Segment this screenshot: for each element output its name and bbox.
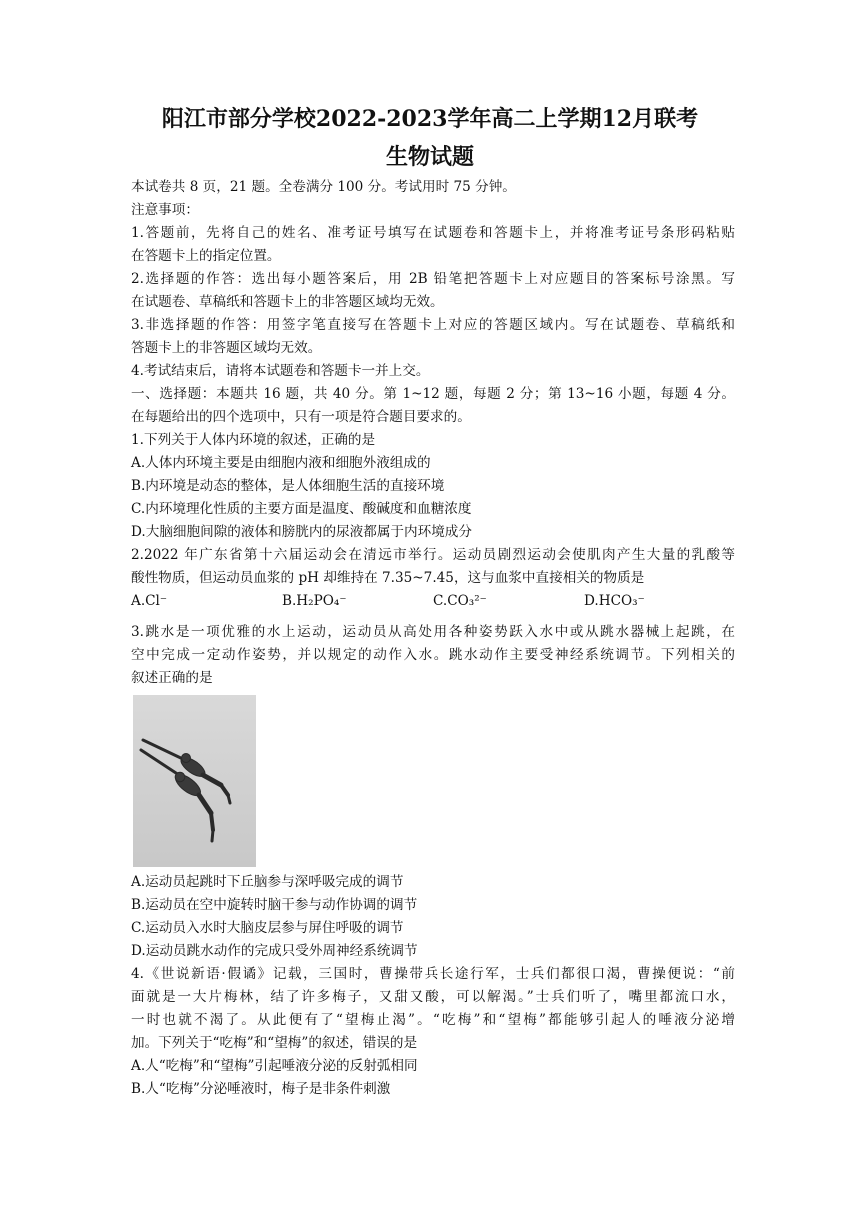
diver-photo <box>133 695 256 867</box>
exam-subtitle: 生物试题 <box>385 144 474 170</box>
question-1-option-c: C.内环境理化性质的主要方面是温度、酸碱度和血糖浓度 <box>131 501 472 517</box>
note-2-cont: 在试题卷、草稿纸和答题卡上的非答题区域均无效。 <box>131 294 444 310</box>
section-heading: 一、选择题：本题共 16 题，共 40 分。第 1~12 题，每题 2 分；第 13~16 小题，每题 4 分。 <box>131 386 735 402</box>
note-3: 3.非选择题的作答：用签字笔直接写在答题卡上对应的答题区域内。写在试题卷、草稿纸和 <box>131 317 735 333</box>
question-1-stem: 1.下列关于人体内环境的叙述，正确的是 <box>131 432 376 448</box>
section-heading-cont: 在每题给出的四个选项中，只有一项是符合题目要求的。 <box>131 409 471 425</box>
question-2-option-a: A.Cl⁻ <box>131 593 168 609</box>
question-1-option-d: D.大脑细胞间隙的液体和膀胱内的尿液都属于内环境成分 <box>131 524 472 540</box>
question-2-stem: 2.2022 年广东省第十六届运动会在清远市举行。运动员剧烈运动会使肌肉产生大量的乳酸等 <box>131 547 735 563</box>
question-3-option-a: A.运动员起跳时下丘脑参与深呼吸完成的调节 <box>131 874 404 890</box>
question-4-option-a: A.人“吃梅”和“望梅”引起唾液分泌的反射弧相同 <box>131 1058 418 1074</box>
exam-info: 本试卷共 8 页，21 题。全卷满分 100 分。考试用时 75 分钟。 <box>131 179 516 195</box>
note-3-cont: 答题卡上的非答题区域均无效。 <box>131 340 322 356</box>
question-4-stem: 4.《世说新语·假谲》记载，三国时，曹操带兵长途行军，士兵们都很口渴，曹操便说：“前 <box>131 966 735 982</box>
question-1-option-b: B.内环境是动态的整体，是人体细胞生活的直接环境 <box>131 478 445 494</box>
question-4-option-b: B.人“吃梅”分泌唾液时，梅子是非条件刺激 <box>131 1081 391 1097</box>
note-1-cont: 在答题卡上的指定位置。 <box>131 248 281 264</box>
question-1-option-a: A.人体内环境主要是由细胞内液和细胞外液组成的 <box>131 455 431 471</box>
note-2: 2.选择题的作答：选出每小题答案后，用 2B 铅笔把答题卡上对应题目的答案标号涂黑。写 <box>131 271 735 287</box>
question-4-stem-end: 加。下列关于“吃梅”和“望梅”的叙述，错误的是 <box>131 1035 418 1051</box>
note-4: 4.考试结束后，请将本试题卷和答题卡一并上交。 <box>131 363 430 379</box>
question-4-stem-cont: 面就是一大片梅林，结了许多梅子，又甜又酸，可以解渴。”士兵们听了，嘴里都流口水， <box>131 989 735 1005</box>
question-3-option-c: C.运动员入水时大脑皮层参与屏住呼吸的调节 <box>131 920 404 936</box>
question-3-option-d: D.运动员跳水动作的完成只受外周神经系统调节 <box>131 943 418 959</box>
question-2-option-c: C.CO₃²⁻ <box>433 593 487 609</box>
question-2-option-d: D.HCO₃⁻ <box>584 593 645 609</box>
question-3-stem-cont: 空中完成一定动作姿势，并以规定的动作入水。跳水动作主要受神经系统调节。下列相关的 <box>131 647 735 663</box>
question-4-stem-cont-2: 一时也就不渴了。从此便有了“望梅止渴”。“吃梅”和“望梅”都能够引起人的唾液分泌增 <box>131 1012 735 1028</box>
question-2-option-b: B.H₂PO₄⁻ <box>282 593 347 609</box>
question-2-stem-cont: 酸性物质，但运动员血浆的 pH 却维持在 7.35~7.45，这与血浆中直接相关的物质是 <box>131 570 645 586</box>
question-3-option-b: B.运动员在空中旋转时脑干参与动作协调的调节 <box>131 897 418 913</box>
exam-title: 阳江市部分学校2022-2023学年高二上学期12月联考 <box>161 106 699 132</box>
question-3-stem-end: 叙述正确的是 <box>131 670 213 686</box>
note-1: 1.答题前，先将自己的姓名、准考证号填写在试题卷和答题卡上，并将准考证号条形码粘贴 <box>131 225 735 241</box>
question-3-stem: 3.跳水是一项优雅的水上运动，运动员从高处用各种姿势跃入水中或从跳水器械上起跳，在 <box>131 624 735 640</box>
notes-heading: 注意事项： <box>131 202 199 218</box>
